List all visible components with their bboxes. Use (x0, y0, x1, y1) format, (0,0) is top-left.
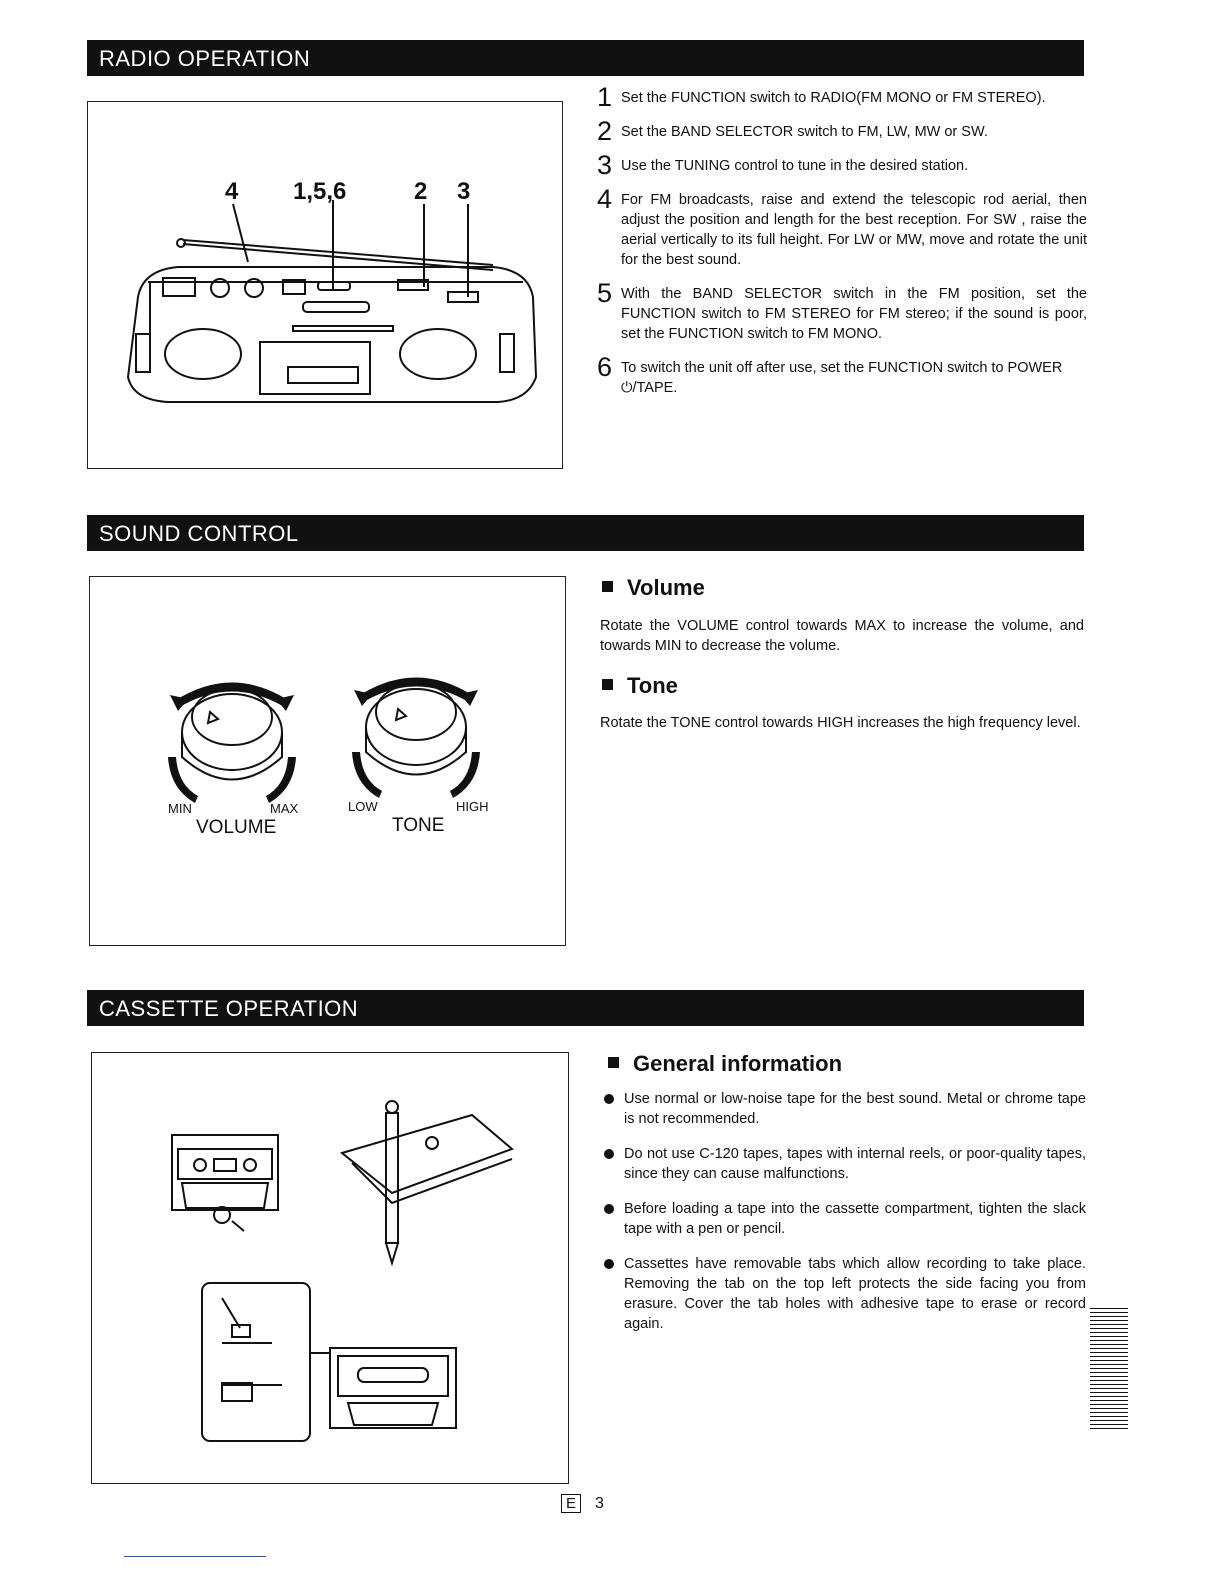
step-number: 1 (597, 82, 613, 112)
sound-figure-panel (89, 576, 566, 946)
step-item (597, 116, 1087, 146)
tone-high-label: HIGH (456, 799, 489, 814)
radio-steps (597, 82, 1087, 408)
step-number: 5 (597, 278, 613, 308)
step-item (597, 352, 1087, 398)
list-item: Do not use C-120 tapes, tapes with internal reels, or poor-quality tapes, since they can cause malfunctions. (604, 1144, 1086, 1184)
step-number: 4 (597, 184, 613, 214)
cassette-illustration (92, 1053, 568, 1483)
step-number: 6 (597, 352, 613, 382)
boombox-illustration (88, 102, 562, 468)
step-text: Set the BAND SELECTOR switch to FM, LW, MW or SW. (621, 124, 988, 140)
step-text: Use the TUNING control to tune in the desired station. (621, 158, 969, 174)
square-bullet-icon (602, 679, 613, 690)
step-item (597, 150, 1087, 180)
callout-aerial: 4 (225, 178, 239, 205)
step-text: With the BAND SELECTOR switch in the FM position, set the FUNCTION switch to FM STEREO for FM stereo; if the sound is poor, set the FUNCTION switch to FM MONO. (621, 286, 1087, 342)
step-item (597, 82, 1087, 112)
radio-figure-panel (87, 101, 563, 469)
volume-heading: Volume (602, 575, 705, 601)
volume-max-label: MAX (270, 801, 299, 816)
step-item (597, 184, 1087, 270)
tone-knob-label: TONE (392, 815, 445, 836)
section-banner-sound (87, 515, 1084, 551)
step-text: Set the FUNCTION switch to RADIO(FM MONO or FM STEREO). (621, 90, 1046, 106)
bullet-dot-icon (604, 1204, 614, 1214)
step-text: For FM broadcasts, raise and extend the telescopic rod aerial, then adjust the position and length for the best reception. For SW , raise the aerial vertically to its full height. For LW or MW, move and rotate the unit for the best sound. (621, 192, 1087, 268)
cassette-bullets (604, 1089, 1086, 1349)
section-title: CASSETTE OPERATION (99, 996, 359, 1021)
section-title: RADIO OPERATION (99, 46, 311, 71)
list-item: Before loading a tape into the cassette compartment, tighten the slack tape with a pen or pencil. (604, 1199, 1086, 1239)
square-bullet-icon (602, 581, 613, 592)
page-footer (561, 1494, 604, 1513)
list-item: Cassettes have removable tabs which allow recording to take place. Removing the tab on the top left protects the side facing you from erasure. Cover the tab holes with adhesive tape to erase or record again. (604, 1254, 1086, 1334)
page-edge-marker (1090, 1308, 1128, 1430)
volume-knob-label: VOLUME (196, 817, 277, 838)
volume-text: Rotate the VOLUME control towards MAX to increase the volume, and towards MIN to decrease the volume. (600, 618, 1084, 654)
step-text: To switch the unit off after use, set the FUNCTION switch to POWER ⏻/TAPE. (621, 360, 1063, 396)
volume-min-label: MIN (168, 801, 192, 816)
bottom-rule (124, 1556, 266, 1557)
callout-function: 1,5,6 (293, 178, 347, 205)
bullet-dot-icon (604, 1149, 614, 1159)
step-number: 3 (597, 150, 613, 180)
tone-text: Rotate the TONE control towards HIGH increases the high frequency level. (600, 715, 1081, 731)
list-item: Use normal or low-noise tape for the best sound. Metal or chrome tape is not recommended. (604, 1089, 1086, 1129)
bullet-dot-icon (604, 1094, 614, 1104)
section-banner-cassette (87, 990, 1084, 1026)
bullet-dot-icon (604, 1259, 614, 1269)
section-banner-radio (87, 40, 1084, 76)
section-title: SOUND CONTROL (99, 521, 299, 546)
cassette-figure-panel (91, 1052, 569, 1484)
tone-heading: Tone (602, 673, 678, 699)
callout-band: 2 (414, 178, 428, 205)
step-number: 2 (597, 116, 613, 146)
general-info-heading: General information (608, 1051, 842, 1077)
tone-low-label: LOW (348, 799, 378, 814)
language-box: E (561, 1494, 581, 1513)
step-item (597, 278, 1087, 344)
callout-tuning: 3 (457, 178, 471, 205)
page-number: 3 (595, 1495, 604, 1512)
square-bullet-icon (608, 1057, 619, 1068)
knobs-illustration (90, 577, 565, 945)
